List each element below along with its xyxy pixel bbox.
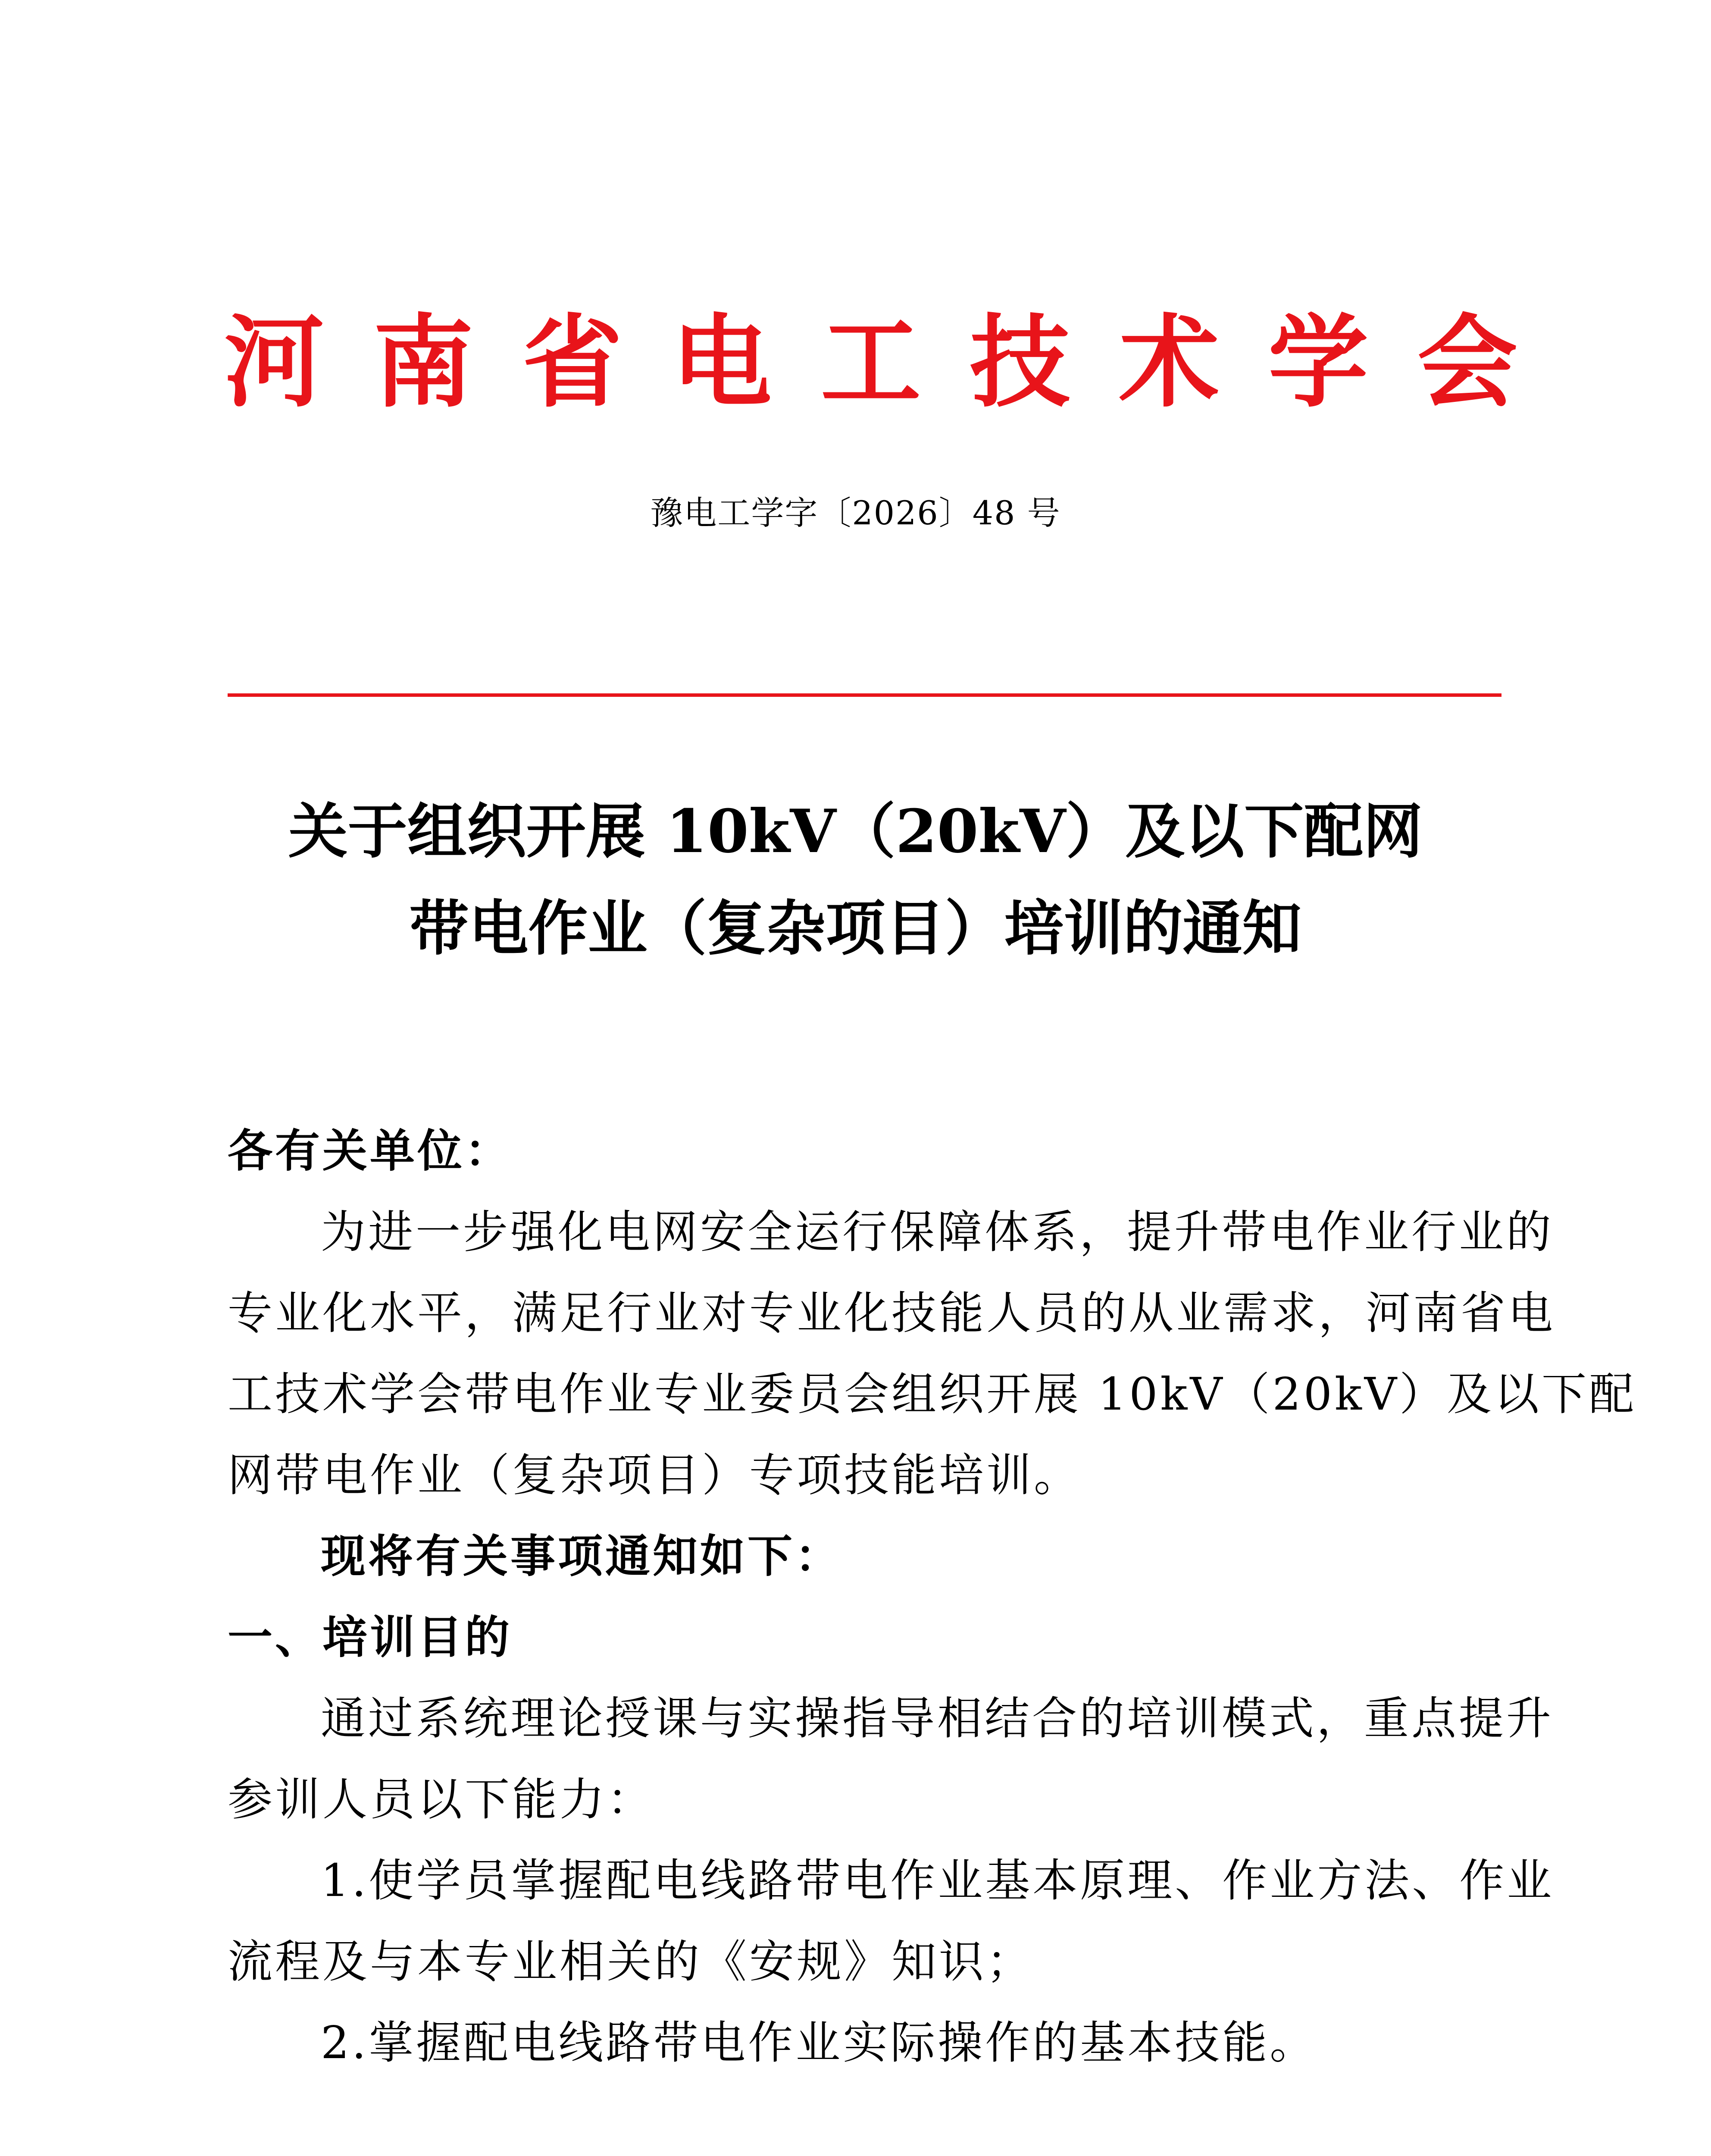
- org-title-char: 工: [820, 303, 921, 421]
- section1-line-2: 参训人员以下能力：: [228, 1773, 655, 1826]
- notice-title: [129, 783, 1582, 977]
- intro-line-3: 工技术学会带电作业专业委员会组织开展 10kV（20kV）及以下配: [228, 1368, 1636, 1420]
- intro-line-2: 专业化水平，满足行业对专业化技能人员的从业需求，河南省电: [228, 1287, 1556, 1339]
- item1-line-2: 流程及与本专业相关的《安规》知识；: [228, 1935, 1034, 1988]
- org-title: [224, 298, 1517, 427]
- salutation: 各有关单位：: [228, 1124, 513, 1177]
- org-title-char: 技: [970, 303, 1070, 421]
- org-title-char: 南: [373, 303, 473, 421]
- document-number: 豫电工学字〔2026〕48 号: [650, 494, 1061, 532]
- intro-line-4: 网带电作业（复杂项目）专项技能培训。: [228, 1449, 1082, 1501]
- section-heading-training-purpose: 一、培训目的: [228, 1611, 513, 1664]
- notice-body: [228, 1110, 1636, 2083]
- org-title-char: 省: [522, 303, 622, 421]
- item2-line: 2.掌握配电线路带电作业实际操作的基本技能。: [321, 2016, 1317, 2069]
- org-title-char: 河: [224, 303, 325, 421]
- org-title-char: 术: [1119, 303, 1219, 421]
- section1-line-1: 通过系统理论授课与实操指导相结合的培训模式，重点提升: [321, 1692, 1554, 1745]
- item1-line-1: 1.使学员掌握配电线路带电作业基本原理、作业方法、作业: [321, 1854, 1555, 1907]
- notice-title-line-1: 关于组织开展 10kV（20kV）及以下配网: [288, 796, 1423, 866]
- notice-intro: 现将有关事项通知如下：: [321, 1529, 843, 1583]
- red-divider-line: [228, 693, 1501, 697]
- org-title-char: 会: [1417, 303, 1517, 421]
- org-title-char: 电: [671, 303, 772, 421]
- intro-line-1: 为进一步强化电网安全运行保障体系，提升带电作业行业的: [321, 1206, 1554, 1258]
- org-title-char: 学: [1268, 303, 1368, 421]
- notice-title-line-2: 带电作业（复杂项目）培训的通知: [409, 893, 1302, 963]
